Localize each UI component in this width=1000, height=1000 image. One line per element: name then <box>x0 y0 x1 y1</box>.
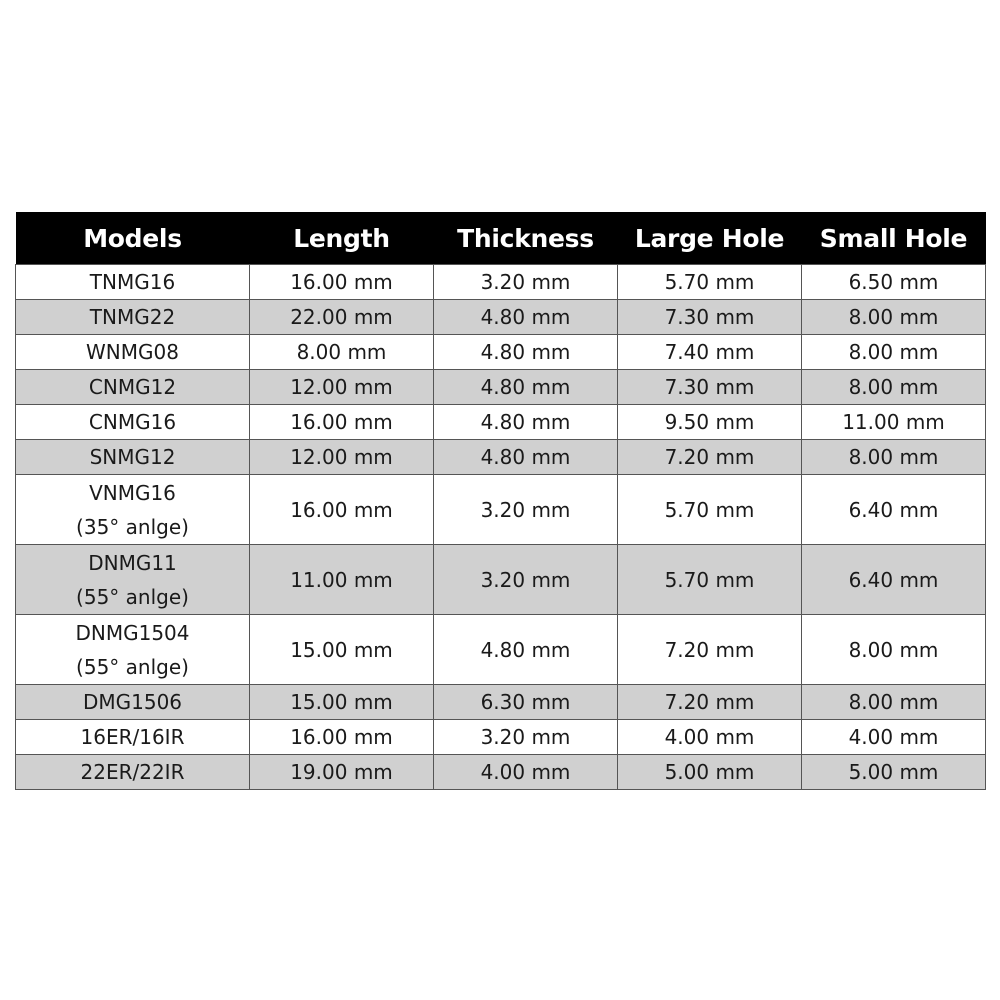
header-length: Length <box>250 212 434 265</box>
table-row <box>16 720 986 755</box>
cell-model <box>16 755 250 790</box>
model-name: VNMG16 <box>89 480 176 505</box>
cell-small-hole: 4.00 mm <box>802 720 986 755</box>
cell-model <box>16 405 250 440</box>
cell-large-hole: 5.70 mm <box>618 475 802 545</box>
cell-length: 12.00 mm <box>250 370 434 405</box>
cell-large-hole: 7.20 mm <box>618 685 802 720</box>
cell-length: 16.00 mm <box>250 405 434 440</box>
header-large-hole: Large Hole <box>618 212 802 265</box>
table-row <box>16 405 986 440</box>
model-name: DNMG11 <box>88 550 177 575</box>
cell-thickness: 4.80 mm <box>434 335 618 370</box>
spec-table <box>15 212 986 790</box>
model-name: 16ER/16IR <box>80 725 185 749</box>
model-name: WNMG08 <box>86 340 179 364</box>
cell-length: 22.00 mm <box>250 300 434 335</box>
cell-model <box>16 370 250 405</box>
cell-large-hole: 7.20 mm <box>618 440 802 475</box>
table-row <box>16 440 986 475</box>
table-row <box>16 755 986 790</box>
cell-length: 15.00 mm <box>250 685 434 720</box>
cell-large-hole: 7.20 mm <box>618 615 802 685</box>
model-note: (55° anlge) <box>76 654 189 679</box>
cell-length: 19.00 mm <box>250 755 434 790</box>
cell-model <box>16 545 250 615</box>
model-note: (55° anlge) <box>76 584 189 609</box>
model-name: TNMG16 <box>89 270 176 294</box>
cell-thickness: 6.30 mm <box>434 685 618 720</box>
cell-large-hole: 5.00 mm <box>618 755 802 790</box>
cell-length: 16.00 mm <box>250 265 434 300</box>
cell-length: 16.00 mm <box>250 475 434 545</box>
header-thickness: Thickness <box>434 212 618 265</box>
cell-length: 15.00 mm <box>250 615 434 685</box>
table-header <box>16 212 986 265</box>
cell-model <box>16 440 250 475</box>
table-row <box>16 300 986 335</box>
cell-thickness: 3.20 mm <box>434 720 618 755</box>
table-row <box>16 615 986 685</box>
cell-thickness: 4.00 mm <box>434 755 618 790</box>
model-name: SNMG12 <box>89 445 176 469</box>
cell-thickness: 4.80 mm <box>434 300 618 335</box>
cell-large-hole: 7.40 mm <box>618 335 802 370</box>
cell-small-hole: 5.00 mm <box>802 755 986 790</box>
cell-large-hole: 9.50 mm <box>618 405 802 440</box>
model-name: CNMG16 <box>88 410 177 434</box>
header-row <box>16 212 986 265</box>
cell-small-hole: 6.50 mm <box>802 265 986 300</box>
cell-length: 8.00 mm <box>250 335 434 370</box>
table-row <box>16 545 986 615</box>
cell-small-hole: 6.40 mm <box>802 475 986 545</box>
model-name: TNMG22 <box>89 305 176 329</box>
cell-large-hole: 5.70 mm <box>618 265 802 300</box>
cell-small-hole: 6.40 mm <box>802 545 986 615</box>
cell-small-hole: 8.00 mm <box>802 300 986 335</box>
table-row <box>16 335 986 370</box>
model-note: (35° anlge) <box>76 514 189 539</box>
cell-model <box>16 335 250 370</box>
cell-length: 11.00 mm <box>250 545 434 615</box>
cell-model <box>16 615 250 685</box>
cell-model <box>16 475 250 545</box>
cell-model <box>16 720 250 755</box>
model-name: DNMG1504 <box>75 620 190 645</box>
header-small-hole: Small Hole <box>802 212 986 265</box>
cell-model <box>16 265 250 300</box>
cell-thickness: 3.20 mm <box>434 545 618 615</box>
table-row <box>16 475 986 545</box>
cell-thickness: 4.80 mm <box>434 440 618 475</box>
cell-length: 16.00 mm <box>250 720 434 755</box>
model-name: CNMG12 <box>88 375 177 399</box>
cell-model <box>16 300 250 335</box>
table-row <box>16 370 986 405</box>
cell-large-hole: 4.00 mm <box>618 720 802 755</box>
cell-small-hole: 8.00 mm <box>802 685 986 720</box>
table-body <box>16 265 986 790</box>
cell-length: 12.00 mm <box>250 440 434 475</box>
cell-large-hole: 5.70 mm <box>618 545 802 615</box>
header-models: Models <box>16 212 250 265</box>
cell-thickness: 4.80 mm <box>434 370 618 405</box>
cell-small-hole: 8.00 mm <box>802 440 986 475</box>
cell-model <box>16 685 250 720</box>
cell-small-hole: 11.00 mm <box>802 405 986 440</box>
cell-small-hole: 8.00 mm <box>802 370 986 405</box>
model-name: DMG1506 <box>82 690 183 714</box>
cell-large-hole: 7.30 mm <box>618 370 802 405</box>
cell-thickness: 4.80 mm <box>434 615 618 685</box>
cell-thickness: 3.20 mm <box>434 265 618 300</box>
table-row <box>16 685 986 720</box>
cell-thickness: 4.80 mm <box>434 405 618 440</box>
cell-thickness: 3.20 mm <box>434 475 618 545</box>
cell-small-hole: 8.00 mm <box>802 335 986 370</box>
cell-small-hole: 8.00 mm <box>802 615 986 685</box>
cell-large-hole: 7.30 mm <box>618 300 802 335</box>
table-row <box>16 265 986 300</box>
model-name: 22ER/22IR <box>80 760 185 784</box>
